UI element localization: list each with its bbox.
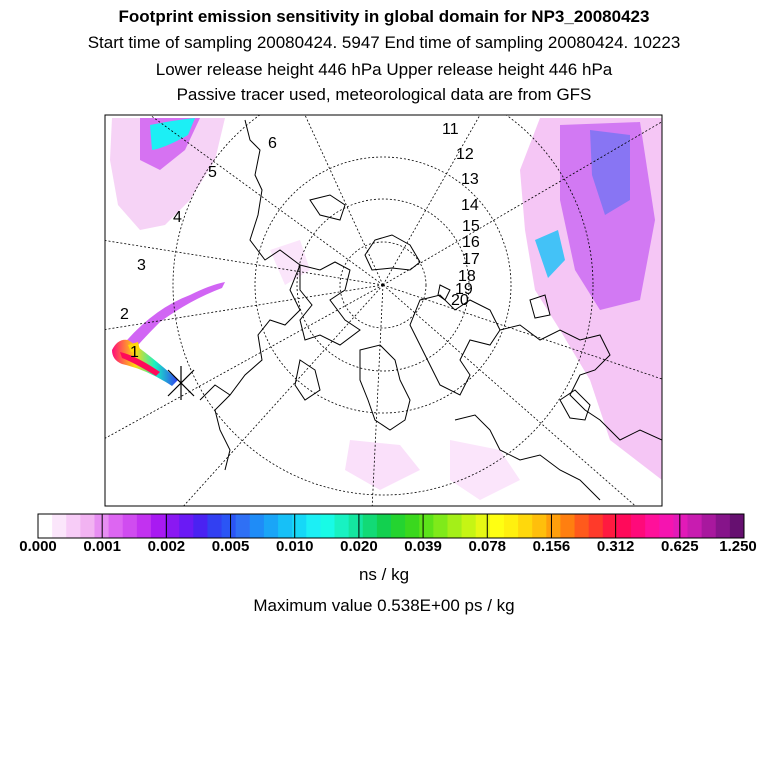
trajectory-label: 20 <box>451 292 469 309</box>
colorbar-cell <box>490 514 505 538</box>
colorbar-cell <box>377 514 392 538</box>
colorbar-cell <box>109 514 124 538</box>
colorbar-cell <box>532 514 547 538</box>
colorbar-cell <box>617 514 632 538</box>
colorbar-cell <box>179 514 194 538</box>
colorbar-cell <box>659 514 674 538</box>
trajectory-label: 17 <box>462 251 480 268</box>
colorbar-tick-label: 0.625 <box>661 538 699 555</box>
colorbar-tick-label: 0.001 <box>83 538 121 555</box>
colorbar-cell <box>560 514 575 538</box>
trajectory-label: 3 <box>137 257 146 274</box>
trajectory-label: 12 <box>456 146 474 163</box>
trajectory-label: 1 <box>130 344 139 361</box>
colorbar-cell <box>433 514 448 538</box>
colorbar-cell <box>207 514 222 538</box>
trajectory-label: 16 <box>462 234 480 251</box>
colorbar-cell <box>38 514 53 538</box>
trajectory-label: 14 <box>461 197 479 214</box>
colorbar-cell <box>123 514 138 538</box>
colorbar-cell <box>151 514 166 538</box>
colorbar-cell <box>320 514 335 538</box>
colorbar-cell <box>335 514 350 538</box>
colorbar-cell <box>236 514 251 538</box>
colorbar-cell <box>165 514 180 538</box>
colorbar-cell <box>391 514 406 538</box>
release-height-line: Lower release height 446 hPa Upper release height 446 hPa <box>155 60 613 79</box>
colorbar-tick-label: 0.312 <box>596 538 635 555</box>
colorbar-cell <box>730 514 745 538</box>
trajectory-label: 15 <box>462 218 480 235</box>
colorbar-tick-label: 0.078 <box>468 538 507 555</box>
colorbar-cell <box>462 514 477 538</box>
trajectory-label: 6 <box>268 135 277 152</box>
colorbar-tick-label: 0.020 <box>340 538 378 555</box>
colorbar-tick-label: 0.005 <box>211 538 250 555</box>
colorbar-cell <box>306 514 321 538</box>
colorbar-cell <box>405 514 420 538</box>
colorbar-cell <box>673 514 688 538</box>
colorbar-cell <box>476 514 491 538</box>
colorbar-cell <box>80 514 95 538</box>
colorbar-tick-label: 0.002 <box>147 538 186 555</box>
colorbar-cell <box>349 514 364 538</box>
trajectory-label: 11 <box>442 121 459 138</box>
colorbar-cell <box>702 514 717 538</box>
colorbar-cell <box>66 514 81 538</box>
colorbar-cell <box>716 514 731 538</box>
colorbar-tick-label: 0.039 <box>404 538 442 555</box>
colorbar-cell <box>52 514 67 538</box>
colorbar-cell <box>447 514 462 538</box>
trajectory-label: 2 <box>120 306 129 323</box>
map-title: Footprint emission sensitivity in global domain for NP3_20080423 <box>118 7 650 26</box>
colorbar-cell <box>589 514 604 538</box>
colorbar-tick-label: 0.000 <box>19 538 57 555</box>
trajectory-label: 5 <box>208 164 217 181</box>
colorbar-cell <box>193 514 208 538</box>
colorbar-cell <box>137 514 152 538</box>
colorbar-cell <box>222 514 237 538</box>
trajectory-label: 19 <box>455 281 473 298</box>
colorbar-cell <box>264 514 279 538</box>
colorbar-cell <box>250 514 265 538</box>
colorbar-cell <box>575 514 590 538</box>
colorbar-tick-label: 0.010 <box>275 538 314 555</box>
colorbar-cell <box>363 514 378 538</box>
sampling-time-line: Start time of sampling 20080424. 5947 End time of sampling 20080424. 10223 <box>87 33 681 52</box>
colorbar-cell <box>518 514 533 538</box>
trajectory-label: 13 <box>461 171 479 188</box>
trajectory-label: 18 <box>458 268 476 285</box>
tracer-info-line: Passive tracer used, meteorological data are from GFS <box>176 85 592 104</box>
colorbar-cell <box>504 514 519 538</box>
colorbar-cell <box>645 514 660 538</box>
colorbar-cell <box>419 514 434 538</box>
colorbar-tick-label: 0.156 <box>532 538 571 555</box>
trajectory-label: 4 <box>173 209 182 226</box>
colorbar-cell <box>631 514 646 538</box>
colorbar-cell <box>688 514 703 538</box>
colorbar-cell <box>278 514 293 538</box>
colorbar-cell <box>546 514 561 538</box>
colorbar-unit: ns / kg <box>358 565 410 584</box>
colorbar-tick-label: 1.250 <box>719 538 757 555</box>
maximum-value: Maximum value 0.538E+00 ps / kg <box>253 596 515 615</box>
